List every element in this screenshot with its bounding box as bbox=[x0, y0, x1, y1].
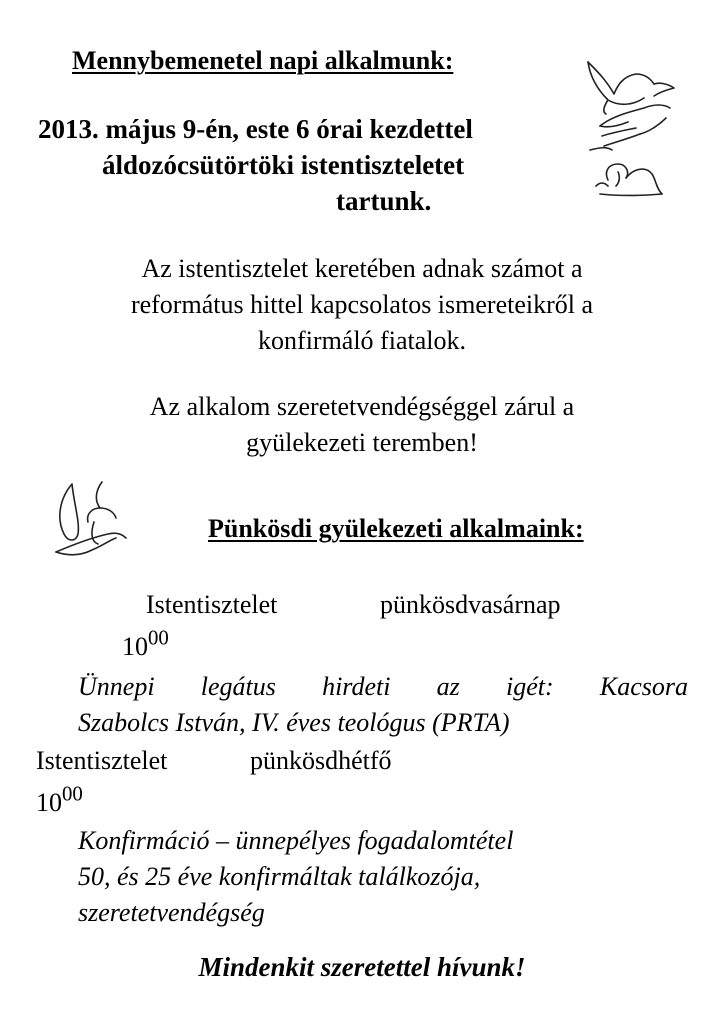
ascension-service-line: áldozócsütörtöki istentiszteletet bbox=[102, 150, 465, 180]
ascension-heading: Mennybemenetel napi alkalmunk: bbox=[72, 46, 454, 75]
ascension-para1-line2: református hittel kapcsolatos ismereteikről a bbox=[130, 290, 594, 319]
ascension-date-line: 2013. május 9-én, este 6 órai kezdettel bbox=[38, 114, 473, 144]
ascension-para1-line3: konfirmáló fiatalok. bbox=[258, 326, 466, 355]
ascension-para2-line2: gyülekezeti teremben! bbox=[246, 428, 478, 457]
dove-flame-icon bbox=[50, 478, 130, 568]
monday-time bbox=[36, 782, 83, 817]
sunday-note-line1: Ünnepi legátus hirdeti az igét: Kacsora bbox=[78, 672, 688, 701]
sunday-time-minutes: 00 bbox=[148, 626, 169, 650]
ascension-tartunk-line: tartunk. bbox=[336, 186, 432, 216]
sunday-time-hour: 10 bbox=[122, 632, 148, 661]
monday-day-label: pünkösdhétfő bbox=[250, 746, 392, 775]
monday-note-line3: szeretetvendégség bbox=[78, 898, 265, 927]
monday-service-label: Istentisztelet bbox=[36, 746, 168, 775]
monday-time-minutes: 00 bbox=[62, 782, 83, 806]
monday-time-hour: 10 bbox=[36, 788, 62, 817]
sunday-day-label: pünkösdvasárnap bbox=[380, 590, 561, 619]
ascension-para2-line1: Az alkalom szeretetvendégséggel zárul a bbox=[149, 392, 575, 421]
ascension-para1-line1: Az istentisztelet keretében adnak számot a bbox=[141, 254, 583, 283]
pentecost-heading: Pünkösdi gyülekezeti alkalmaink: bbox=[208, 514, 584, 543]
sunday-time bbox=[122, 626, 169, 661]
dove-hands-icon bbox=[578, 54, 688, 214]
closing-invitation: Mindenkit szeretettel hívunk! bbox=[198, 952, 526, 982]
monday-note-line2: 50, és 25 éve konfirmáltak találkozója, bbox=[78, 862, 481, 891]
monday-note-line1: Konfirmáció – ünnepélyes fogadalomtétel bbox=[78, 826, 514, 855]
sunday-service-label: Istentisztelet bbox=[146, 590, 278, 619]
sunday-note-line2: Szabolcs István, IV. éves teológus (PRTA) bbox=[78, 708, 510, 737]
